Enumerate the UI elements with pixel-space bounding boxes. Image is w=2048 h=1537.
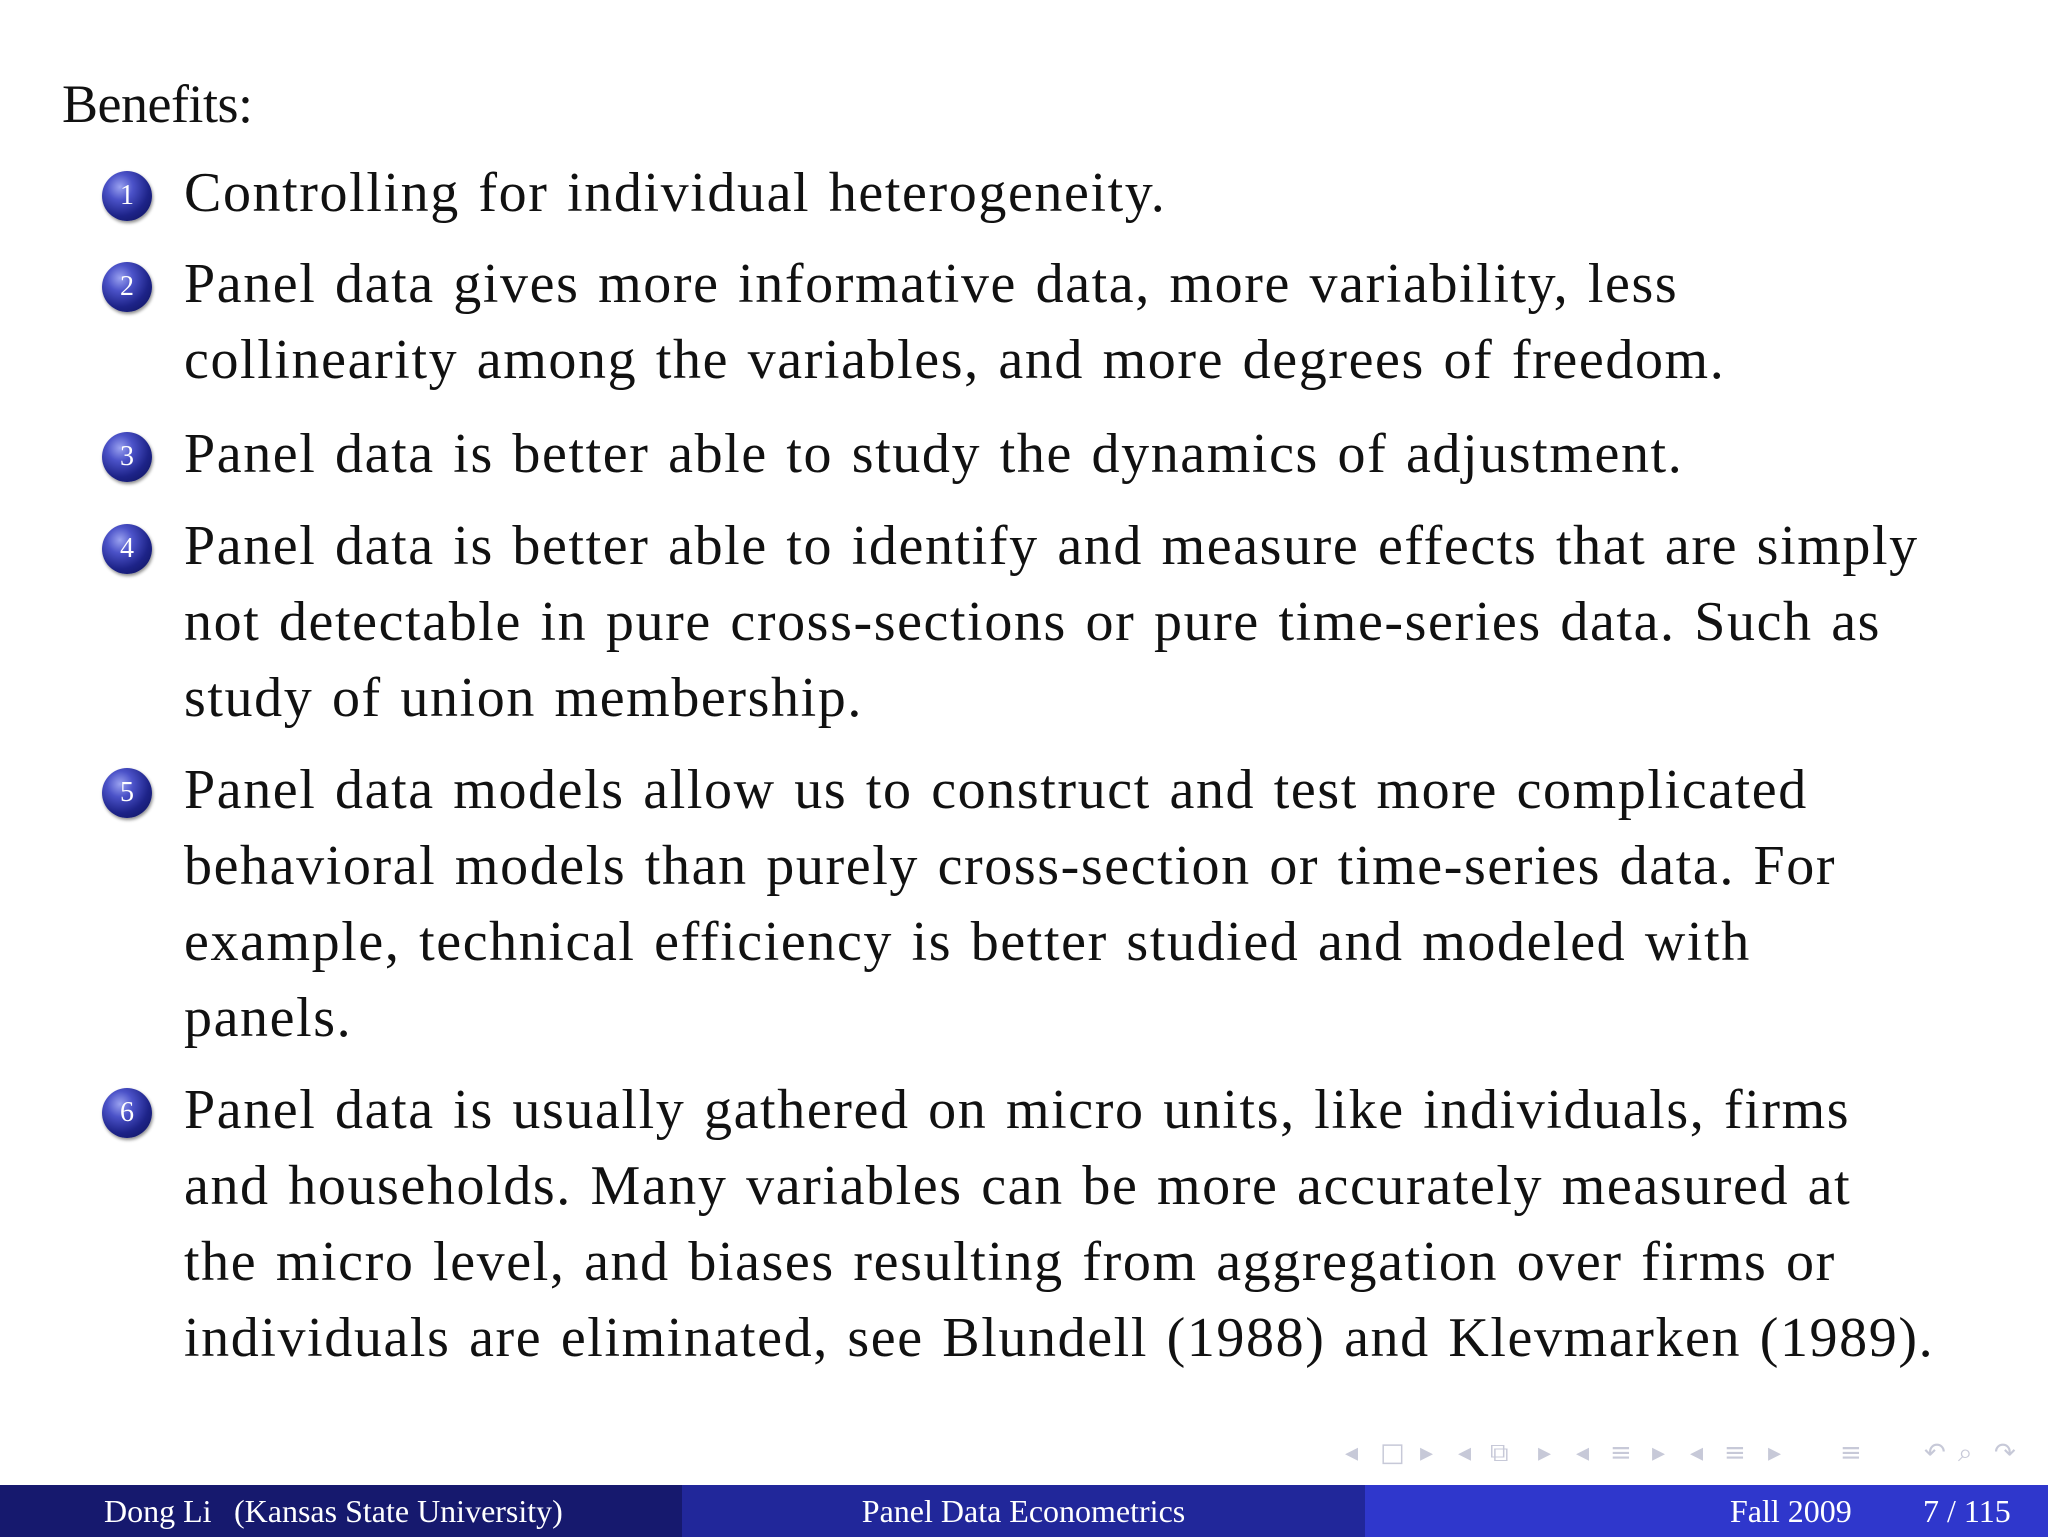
list-item-text: Panel data gives more informative data, more variability, less collinearity among the variables, and more degrees of freedom. — [184, 253, 1726, 391]
subsection-icon[interactable]: ⧉ — [1490, 1438, 1509, 1468]
list-item-text: Panel data is usually gathered on micro units, like individuals, firms and households. Many variables can be more accurately measured at the micro level, and biases resulting from aggregation over firms or individuals are eliminated, see Blundell (1988) and Klevmarken (1989). — [184, 1079, 1935, 1369]
prev-frame-icon[interactable]: ◂ — [1345, 1438, 1359, 1468]
slide-footer — [0, 1485, 2048, 1537]
next-frame-icon[interactable]: ▸ — [1420, 1438, 1434, 1468]
footer-date: Fall 2009 — [1730, 1493, 1852, 1529]
footer-author: Dong Li — [104, 1493, 212, 1529]
next-part-icon[interactable]: ▸ — [1768, 1438, 1782, 1468]
footer-page-number: 7 / 115 — [1923, 1493, 2011, 1529]
bullet-number: 1 — [102, 171, 152, 221]
part-icon[interactable]: ≡ — [1724, 1438, 1746, 1468]
bullet-number: 4 — [102, 524, 152, 574]
prev-part-icon[interactable]: ◂ — [1690, 1438, 1704, 1468]
bullet-number: 2 — [102, 262, 152, 312]
list-item-text: Panel data is better able to study the dynamics of adjustment. — [184, 423, 1684, 485]
footer-title-segment — [682, 1485, 1365, 1537]
footer-title: Panel Data Econometrics — [861, 1493, 1186, 1529]
next-section-icon[interactable]: ▸ — [1652, 1438, 1666, 1468]
prev-subsection-icon[interactable]: ◂ — [1458, 1438, 1472, 1468]
bullet-number: 5 — [102, 768, 152, 818]
next-subsection-icon[interactable]: ▸ — [1538, 1438, 1552, 1468]
section-icon[interactable]: ≡ — [1610, 1438, 1632, 1468]
list-item-text: Panel data models allow us to construct and test more complicated behavioral models than purely cross-section or time-series data. For example, technical efficiency is better studied and modeled with panels. — [184, 759, 1837, 1049]
list-item-text: Controlling for individual heterogeneity. — [184, 162, 1167, 224]
slide-heading: Benefits: — [62, 74, 253, 134]
list-item-text: Panel data is better able to identify and measure effects that are simply not detectable in pure cross-sections or pure time-series data. Such as study of union membership. — [184, 515, 1919, 729]
beamer-navigation-bar — [1340, 1438, 2030, 1472]
bullet-number: 6 — [102, 1088, 152, 1138]
prev-section-icon[interactable]: ◂ — [1576, 1438, 1590, 1468]
search-icon[interactable]: ⌕ — [1958, 1438, 1973, 1468]
back-icon[interactable]: ↶ — [1924, 1438, 1946, 1468]
bullet-number: 3 — [102, 432, 152, 482]
frame-icon[interactable]: □ — [1380, 1438, 1405, 1468]
footer-date-segment — [1365, 1485, 2048, 1537]
forward-icon[interactable]: ↷ — [1994, 1438, 2016, 1468]
align-icon[interactable]: ≡ — [1840, 1438, 1862, 1468]
footer-author-segment — [0, 1485, 682, 1537]
footer-institute: (Kansas State University) — [234, 1493, 563, 1529]
